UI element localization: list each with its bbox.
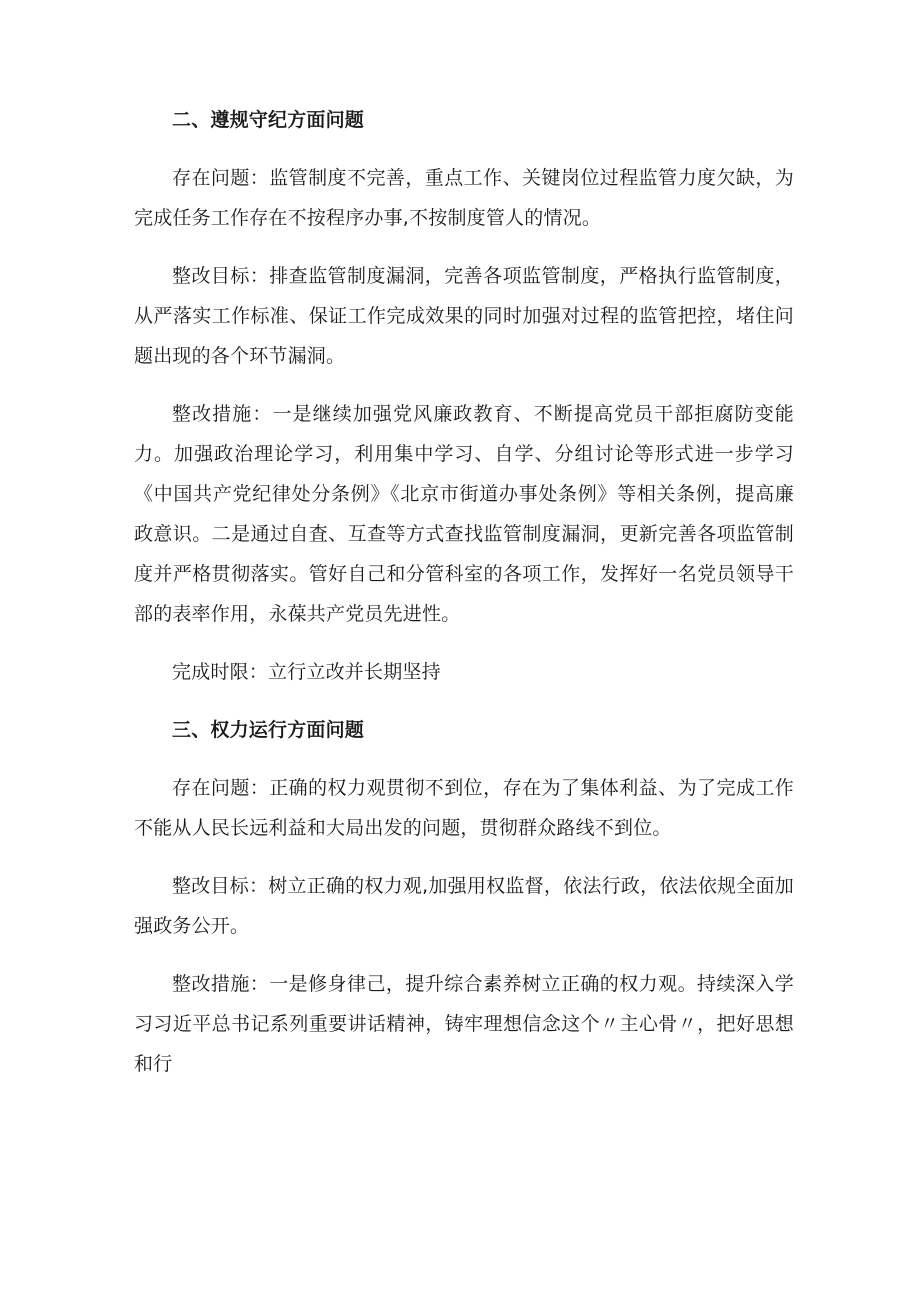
problem-paragraph: 存在问题：监管制度不完善，重点工作、关键岗位过程监管力度欠缺，为完成任务工作存在不按程序办事,不按制度管人的情况。	[134, 167, 794, 229]
measures-paragraph: 整改措施：一是修身律己，提升综合素养树立正确的权力观。持续深入学习习近平总书记系列重要讲话精神，铸牢理想信念这个〃主心骨〃，把好思想和行	[134, 973, 794, 1075]
deadline-paragraph: 完成时限：立行立改并长期坚持	[172, 661, 441, 683]
measures-paragraph: 整改措施：一是继续加强党风廉政教育、不断提高党员干部拒腐防变能力。加强政治理论学习，利用集中学习、自学、分组讨论等形式进一步学习《中国共产党纪律处分条例》《北京市街道办事处条例》等相关条例，提高廉政意识。二是通过自査、互查等方式查找监管制度漏洞，更新完善各项监管制度并严格贯彻落实。管好自己和分管科室的各项工作，发挥好一名党员领导干部的表率作用，永葆共产党员先进性。	[134, 403, 794, 625]
goal-paragraph: 整改目标：树立正确的权力观,加强用权监督，依法行政，依法依规全面加强政务公开。	[134, 875, 794, 937]
document-body	[134, 100, 794, 1102]
section-heading-discipline: 二、遵规守纪方面问题	[172, 109, 365, 131]
section-heading-power: 三、权力运行方面问题	[172, 719, 365, 741]
problem-paragraph: 存在问题：正确的权力观贯彻不到位，存在为了集体利益、为了完成工作不能从人民长远利益和大局出发的问题，贯彻群众路线不到位。	[134, 777, 794, 839]
goal-paragraph: 整改目标：排查监管制度漏洞，完善各项监管制度，严格执行监管制度，从严落实工作标准、保证工作完成效果的同时加强对过程的监管把控，堵住问题出现的各个环节漏洞。	[134, 265, 794, 367]
